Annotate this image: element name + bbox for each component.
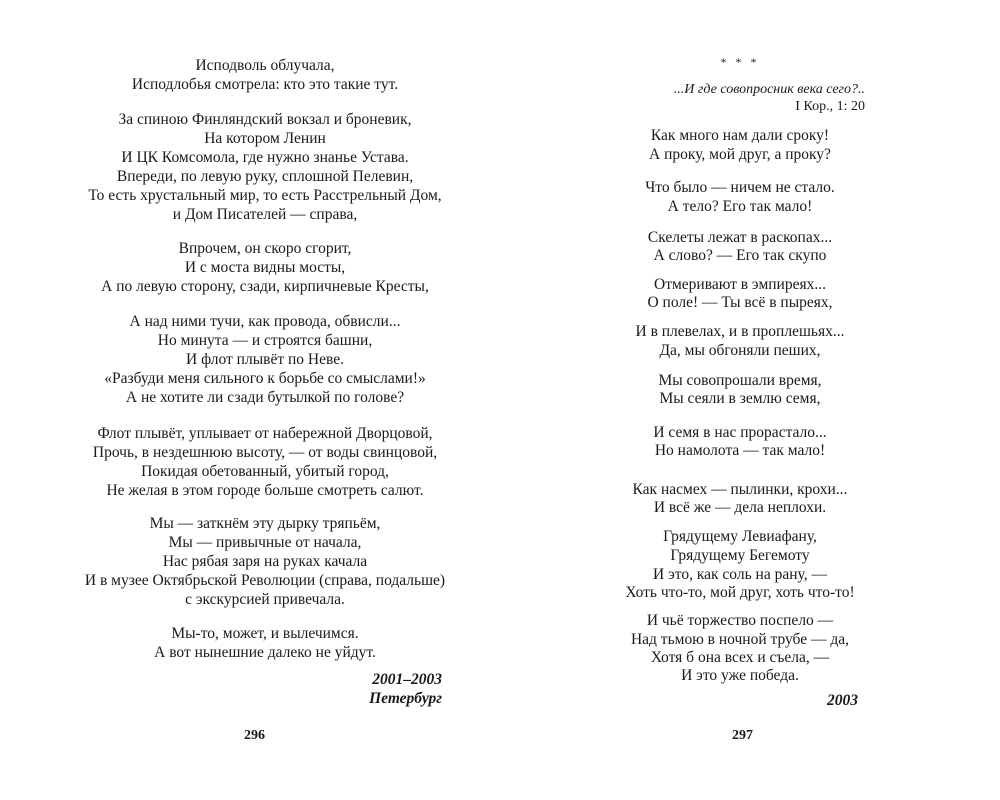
poem-line: Хоть что-то, мой друг, хоть что-то! bbox=[625, 584, 855, 601]
right-page bbox=[590, 0, 890, 800]
poem-line: Да, мы обгоняли пеших, bbox=[659, 342, 821, 359]
poem-line: И чьё торжество поспело — bbox=[646, 612, 834, 629]
poem-line: Не желая в этом городе больше смотреть салют. bbox=[106, 482, 424, 499]
poem-line: И всё же — дела неплохи. bbox=[653, 499, 827, 516]
poem-line: Исподлобья смотрела: кто это такие тут. bbox=[131, 76, 399, 93]
section-separator: * * * bbox=[720, 55, 760, 69]
poem-line: Грядущему Бегемоту bbox=[670, 547, 810, 564]
poem-line: Но намолота — так мало! bbox=[654, 442, 826, 459]
poem-line: с экскурсией привечала. bbox=[185, 591, 345, 608]
epigraph-reference: I Кор., 1: 20 bbox=[795, 99, 865, 114]
poem-line: Мы совопрошали время, bbox=[658, 372, 822, 389]
poem-line: И флот плывёт по Неве. bbox=[186, 351, 344, 368]
left-page bbox=[60, 0, 470, 800]
poem-line: За спиною Финляндский вокзал и броневик, bbox=[118, 111, 412, 128]
poem-line: Покидая обетованный, убитый город, bbox=[141, 463, 389, 480]
poem-line: Но минута — и строятся башни, bbox=[157, 332, 373, 349]
poem-line: Мы сеяли в землю семя, bbox=[659, 390, 821, 407]
poem-line: На котором Ленин bbox=[204, 130, 326, 147]
poem-place: Петербург bbox=[369, 690, 442, 707]
poem-line: Как насмех — пылинки, крохи... bbox=[632, 481, 848, 498]
poem-line: И семя в нас прорастало... bbox=[653, 424, 827, 441]
poem-line: Что было — ничем не стало. bbox=[645, 179, 835, 196]
poem-line: «Разбуди меня сильного к борьбе со смыслами!» bbox=[104, 370, 426, 387]
poem-line: И в плевелах, и в проплешьях... bbox=[635, 323, 845, 340]
poem-line: Отмеривают в эмпиреях... bbox=[654, 276, 826, 293]
poem-line: Нас рябая заря на руках качала bbox=[162, 553, 368, 570]
poem-line: А вот нынешние далеко не уйдут. bbox=[154, 644, 376, 661]
poem-line: Прочь, в нездешнюю высоту, — от воды свинцовой, bbox=[92, 444, 438, 461]
page-number-left: 296 bbox=[244, 728, 265, 743]
poem-date: 2001–2003 bbox=[372, 671, 442, 688]
poem-line: А слово? — Его так скупо bbox=[653, 247, 827, 264]
poem-line: Мы — заткнём эту дырку тряпьём, bbox=[149, 515, 381, 532]
poem-line: Над тьмою в ночной трубе — да, bbox=[630, 631, 850, 648]
poem-line: А тело? Его так мало! bbox=[667, 198, 813, 215]
poem-line: Грядущему Левиафану, bbox=[663, 528, 817, 545]
poem-line: А проку, мой друг, а проку? bbox=[649, 146, 831, 163]
poem-line: И ЦК Комсомола, где нужно знанье Устава. bbox=[121, 149, 409, 166]
poem-line: Мы — привычные от начала, bbox=[168, 534, 362, 551]
poem-line: Впрочем, он скоро сгорит, bbox=[178, 240, 352, 257]
poem-line: Флот плывёт, уплывает от набережной Дворцовой, bbox=[97, 425, 433, 442]
poem-line: А над ними тучи, как провода, обвисли... bbox=[129, 313, 401, 330]
poem-line: Мы-то, может, и вылечимся. bbox=[171, 625, 359, 642]
epigraph-text: ...И где совопросник века сего?.. bbox=[673, 82, 865, 97]
poem-line: Хотя б она всех и съела, — bbox=[650, 649, 830, 666]
poem-line: И это уже победа. bbox=[681, 667, 799, 684]
poem-line: Впереди, по левую руку, сплошной Пелевин, bbox=[116, 168, 414, 185]
poem-line: А не хотите ли сзади бутылкой по голове? bbox=[125, 389, 405, 406]
poem-line: и Дом Писателей — справа, bbox=[172, 206, 358, 223]
poem-line: Исподволь облучала, bbox=[195, 57, 335, 74]
poem-line: Как много нам дали сроку! bbox=[650, 127, 830, 144]
page-number-right: 297 bbox=[732, 728, 753, 743]
poem-line: А по левую сторону, сзади, кирпичневые Кресты, bbox=[101, 278, 429, 295]
poem-line: И это, как соль на рану, — bbox=[653, 566, 827, 583]
poem-line: И с моста видны мосты, bbox=[184, 259, 346, 276]
poem-line: Скелеты лежат в раскопах... bbox=[647, 229, 833, 246]
poem-line: О поле! — Ты всё в пыреях, bbox=[647, 294, 833, 311]
poem-line: И в музее Октябрьской Революции (справа, подальше) bbox=[84, 572, 446, 589]
poem-date: 2003 bbox=[827, 692, 858, 709]
poem-line: То есть хрустальный мир, то есть Расстрельный Дом, bbox=[88, 187, 442, 204]
